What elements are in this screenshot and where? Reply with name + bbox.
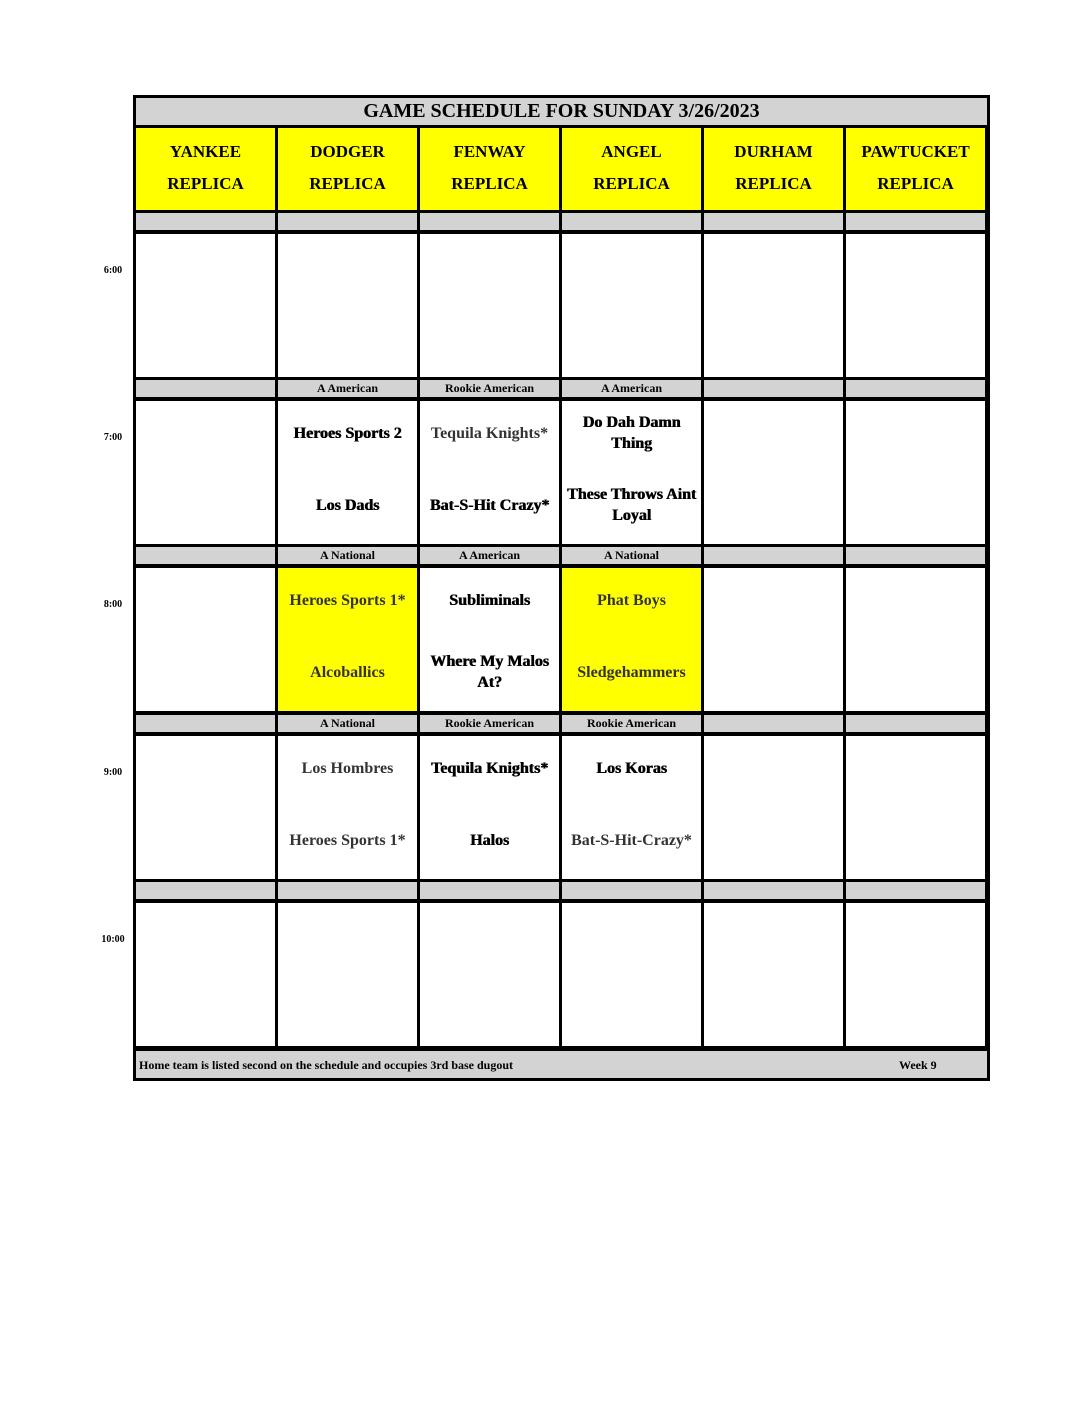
division-band bbox=[846, 882, 985, 899]
game-slot bbox=[420, 736, 559, 879]
empty-slot bbox=[846, 568, 985, 711]
time-label: 6:00 bbox=[103, 265, 123, 276]
division-band bbox=[704, 547, 843, 564]
division-band: A National bbox=[278, 547, 417, 564]
home-team: Heroes Sports 1* bbox=[289, 831, 406, 849]
division-band bbox=[846, 715, 985, 732]
division-band bbox=[136, 213, 275, 230]
field-header-pawtucket bbox=[846, 128, 985, 210]
division-band bbox=[136, 380, 275, 397]
division-band bbox=[420, 213, 559, 230]
division-band: A American bbox=[420, 547, 559, 564]
empty-slot bbox=[704, 736, 843, 879]
division-band: A American bbox=[278, 380, 417, 397]
away-team: Los Koras bbox=[596, 759, 667, 777]
home-team: Los Dads bbox=[315, 496, 380, 514]
field-subtitle: REPLICA bbox=[593, 174, 670, 193]
empty-slot bbox=[136, 903, 275, 1046]
division-band: A National bbox=[278, 715, 417, 732]
home-team: Bat-S-Hit-Crazy* bbox=[571, 831, 692, 849]
division-band bbox=[562, 213, 701, 230]
empty-slot bbox=[136, 568, 275, 711]
field-name: ANGEL bbox=[601, 142, 662, 161]
empty-slot bbox=[704, 903, 843, 1046]
empty-slot bbox=[846, 903, 985, 1046]
division-band: Rookie American bbox=[420, 715, 559, 732]
empty-slot bbox=[562, 903, 701, 1046]
division-band bbox=[420, 882, 559, 899]
division-band bbox=[278, 213, 417, 230]
division-band bbox=[846, 547, 985, 564]
empty-slot bbox=[278, 234, 417, 377]
field-subtitle: REPLICA bbox=[451, 174, 528, 193]
field-subtitle: REPLICA bbox=[167, 174, 244, 193]
division-band bbox=[562, 882, 701, 899]
division-band bbox=[278, 882, 417, 899]
empty-slot bbox=[704, 401, 843, 544]
time-label: 7:00 bbox=[103, 432, 123, 443]
empty-slot bbox=[420, 903, 559, 1046]
game-slot bbox=[562, 568, 701, 711]
empty-slot bbox=[846, 401, 985, 544]
division-band bbox=[704, 882, 843, 899]
field-header-durham bbox=[704, 128, 843, 210]
field-header-angel bbox=[562, 128, 701, 210]
empty-slot bbox=[136, 736, 275, 879]
division-band bbox=[846, 380, 985, 397]
away-team: Tequila Knights* bbox=[430, 424, 549, 442]
time-label: 9:00 bbox=[103, 767, 123, 778]
division-band bbox=[846, 213, 985, 230]
division-band bbox=[704, 380, 843, 397]
home-team: Sledgehammers bbox=[577, 663, 686, 681]
away-team: Phat Boys bbox=[597, 591, 666, 609]
empty-slot bbox=[136, 401, 275, 544]
empty-slot bbox=[704, 234, 843, 377]
home-team: Halos bbox=[469, 831, 510, 849]
schedule-footer bbox=[136, 1051, 987, 1078]
away-team: Heroes Sports 1* bbox=[289, 591, 406, 609]
field-subtitle: REPLICA bbox=[877, 174, 954, 193]
empty-slot bbox=[704, 568, 843, 711]
schedule-title: GAME SCHEDULE FOR SUNDAY 3/26/2023 bbox=[136, 98, 987, 125]
empty-slot bbox=[420, 234, 559, 377]
empty-slot bbox=[846, 234, 985, 377]
game-slot bbox=[420, 401, 559, 544]
game-slot bbox=[278, 401, 417, 544]
home-team: Where My Malos At? bbox=[430, 653, 549, 691]
game-slot bbox=[278, 736, 417, 879]
empty-slot bbox=[846, 736, 985, 879]
field-name: YANKEE bbox=[169, 142, 242, 161]
home-team: Alcoballics bbox=[310, 663, 385, 681]
field-name: DURHAM bbox=[734, 142, 813, 161]
empty-slot bbox=[136, 234, 275, 377]
game-slot bbox=[562, 736, 701, 879]
division-band: A American bbox=[562, 380, 701, 397]
empty-slot bbox=[278, 903, 417, 1046]
away-team: Do Dah Damn Thing bbox=[582, 414, 681, 452]
away-team: Subliminals bbox=[449, 591, 530, 609]
field-header-yankee bbox=[136, 128, 275, 210]
empty-slot bbox=[562, 234, 701, 377]
division-band: Rookie American bbox=[420, 380, 559, 397]
field-subtitle: REPLICA bbox=[735, 174, 812, 193]
field-subtitle: REPLICA bbox=[309, 174, 386, 193]
field-header-dodger bbox=[278, 128, 417, 210]
field-name: DODGER bbox=[310, 142, 385, 161]
game-slot bbox=[278, 568, 417, 711]
home-team: Bat-S-Hit Crazy* bbox=[429, 496, 550, 514]
footer-note: Home team is listed second on the schedule and occupies 3rd base dugout bbox=[139, 1058, 514, 1072]
division-band: A National bbox=[562, 547, 701, 564]
division-band: Rookie American bbox=[562, 715, 701, 732]
division-band bbox=[136, 547, 275, 564]
field-header-fenway bbox=[420, 128, 559, 210]
time-label: 8:00 bbox=[103, 599, 123, 610]
division-band bbox=[704, 213, 843, 230]
game-slot bbox=[562, 401, 701, 544]
away-team: Los Hombres bbox=[301, 759, 394, 777]
division-band bbox=[704, 715, 843, 732]
division-band bbox=[136, 882, 275, 899]
field-name: FENWAY bbox=[453, 142, 526, 161]
away-team: Heroes Sports 2 bbox=[293, 424, 402, 442]
game-slot bbox=[420, 568, 559, 711]
home-team: These Throws Aint Loyal bbox=[566, 486, 697, 524]
division-band bbox=[136, 715, 275, 732]
away-team: Tequila Knights* bbox=[430, 759, 549, 777]
week-label: Week 9 bbox=[899, 1058, 937, 1072]
schedule-table bbox=[133, 95, 990, 1081]
time-label: 10:00 bbox=[101, 934, 125, 945]
field-name: PAWTUCKET bbox=[861, 142, 970, 161]
